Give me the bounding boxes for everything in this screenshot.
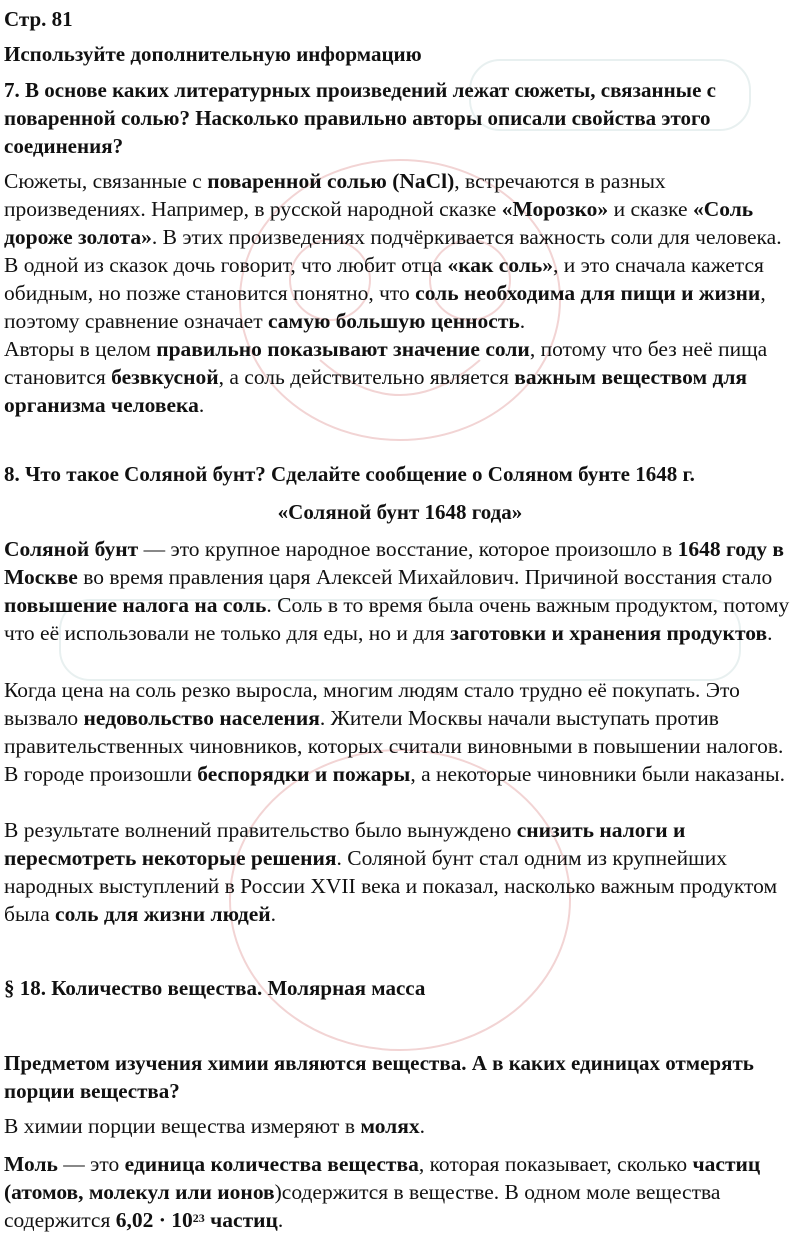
bold-text: снизить налоги и пересмотреть некоторые решения: [4, 818, 686, 870]
bold-text: Соляной бунт: [4, 537, 139, 561]
text: , которая показывает, сколько: [418, 1152, 693, 1176]
text: .: [519, 309, 526, 333]
q7-answer-paragraph-1: [4, 167, 796, 335]
bold-text: единица количества вещества: [124, 1152, 419, 1176]
text: , встречаются в разных произведениях. Например, в русской народной сказке: [4, 169, 666, 221]
paragraph-18-answer-2: [4, 1150, 796, 1234]
text: .: [419, 1114, 426, 1138]
text: . Жители Москвы начали выступать против правительственных чиновников, которых считали виновными в повышении налогов. В городе произошли: [4, 706, 784, 786]
bold-text: беспорядки и пожары: [197, 762, 411, 786]
paragraph-18-heading: § 18. Количество вещества. Молярная масса: [4, 976, 426, 1000]
bold-text: 1648 году в Москве: [4, 537, 785, 589]
bold-text: важным веществом для организма человека: [4, 365, 748, 417]
bold-text: самую большую ценность: [268, 309, 520, 333]
bold-text: правильно показывают значение соли: [156, 337, 530, 361]
text: . Соляной бунт стал одним из крупнейших народных выступлений в России XVII века и показал, насколько важным продуктом была: [4, 846, 778, 926]
text: — это крупное народное восстание, которое произошло в: [138, 537, 678, 561]
text: В результате волнений правительство было вынуждено: [4, 818, 517, 842]
bold-text: Моль: [4, 1152, 58, 1176]
bold-text: повышение налога на соль: [4, 593, 267, 617]
text: , поэтому сравнение означает: [4, 281, 766, 333]
text: .: [767, 621, 773, 645]
text: . В этих произведениях подчёркивается важность соли для человека. В одной из сказок дочь говорит, что любит отца: [4, 225, 782, 277]
text: , потому что без неё пища становится: [4, 337, 768, 389]
bold-text: «как соль»: [447, 253, 554, 277]
bold-text: соль необходима для пищи и жизни: [415, 281, 761, 305]
q8-answer-paragraph-2: [4, 676, 796, 788]
page-label: Стр. 81: [4, 7, 73, 31]
text: , и это сначала кажется обидным, но позже становится понятно, что: [4, 253, 764, 305]
question-8: 8. Что такое Соляной бунт? Сделайте сообщение о Соляном бунте 1648 г.: [4, 462, 695, 486]
text: .: [270, 902, 277, 926]
bold-text: недовольство населения: [83, 706, 320, 730]
bold-text: заготовки и хранения продуктов: [450, 621, 768, 645]
q7-answer-paragraph-2: [4, 335, 796, 419]
bold-text: 6,02 · 10: [115, 1208, 193, 1232]
text: .: [198, 393, 205, 417]
bold-text: безвкусной: [111, 365, 219, 389]
section-heading: Используйте дополнительную информацию: [4, 42, 422, 66]
paragraph-18-question: Предметом изучения химии являются вещества. А в каких единицах отмерять порции вещества?: [4, 1051, 754, 1103]
text: . Соль в то время была очень важным продуктом, потому что её использовали не только для еды, но и для: [4, 593, 790, 645]
text: Авторы в целом: [4, 337, 157, 361]
bold-text: поваренной солью (NaCl): [207, 169, 455, 193]
text: , а соль действительно является: [218, 365, 515, 389]
text: )содержится в веществе. В одном моле вещества содержится: [4, 1180, 721, 1232]
text: В химии порции вещества измеряют в: [4, 1114, 361, 1138]
text: .: [277, 1208, 284, 1232]
text: Когда цена на соль резко выросла, многим людям стало трудно её покупать. Это вызвало: [4, 678, 740, 730]
text: — это: [57, 1152, 125, 1176]
bold-text: частиц (атомов, молекул или ионов: [4, 1152, 761, 1204]
text: и сказке: [608, 197, 693, 221]
text: во время правления царя Алексей Михайлович. Причиной восстания стало: [77, 565, 773, 589]
bold-text: «Соль дороже золота»: [4, 197, 754, 249]
text: , а некоторые чиновники были наказаны.: [410, 762, 785, 786]
paragraph-18-answer-1: [4, 1112, 796, 1140]
bold-text: молях: [360, 1114, 420, 1138]
q8-essay-title: «Соляной бунт 1648 года»: [277, 500, 523, 524]
q8-answer-paragraph-3: [4, 816, 796, 928]
bold-text: 23: [192, 1211, 205, 1225]
text: Сюжеты, связанные с: [4, 169, 208, 193]
question-7: 7. В основе каких литературных произведений лежат сюжеты, связанные с поваренной солью? Насколько правильно авторы описали свойства этого соединения?: [4, 78, 716, 158]
bold-text: «Морозко»: [501, 197, 609, 221]
bold-text: частиц: [204, 1208, 278, 1232]
bold-text: соль для жизни людей: [55, 902, 271, 926]
q8-answer-paragraph-1: [4, 535, 796, 647]
